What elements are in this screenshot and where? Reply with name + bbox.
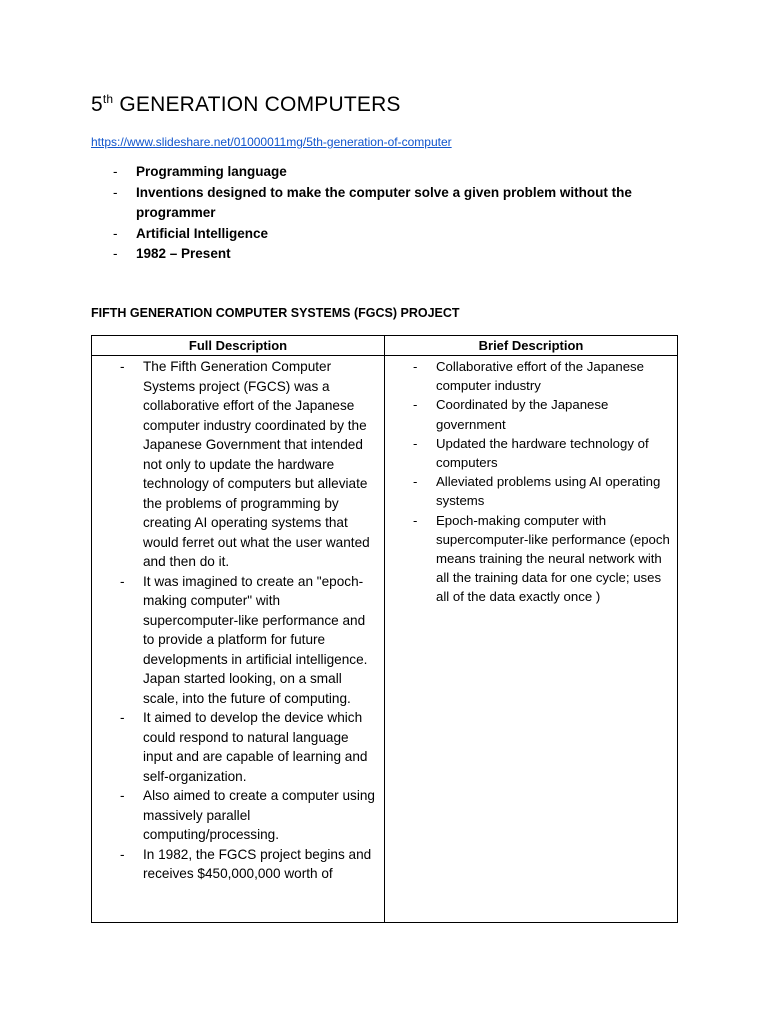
list-item (385, 434, 677, 472)
bullet-dash: - (113, 225, 118, 241)
page-title (91, 93, 401, 117)
list-item (92, 708, 384, 786)
bullet-dash: - (113, 164, 118, 179)
bullet-dash: - (413, 435, 418, 451)
full-description-cell (92, 356, 385, 923)
bullet-dash: - (120, 359, 125, 374)
list-item-text: Epoch-making computer with supercomputer-like performance (epoch means training the neural network with all the training data for one cycle; uses all of the data exactly once ) (436, 512, 670, 605)
bullet-dash: - (120, 710, 125, 725)
summary-item-text: 1982 – Present (136, 246, 231, 261)
brief-description-cell (385, 356, 678, 923)
full-description-list (92, 356, 384, 884)
description-table (91, 335, 678, 923)
list-item-text: Collaborative effort of the Japanese computer industry (436, 359, 644, 394)
list-item (385, 357, 677, 395)
source-link[interactable]: https://www.slideshare.net/01000011mg/5th-generation-of-computer (91, 135, 452, 149)
bullet-dash: - (413, 359, 418, 374)
bullet-dash: - (120, 573, 125, 589)
list-item (92, 357, 384, 572)
list-item-text: Updated the hardware technology of computers (436, 435, 649, 471)
brief-description-list (385, 356, 677, 607)
summary-item (113, 162, 653, 183)
bullet-dash: - (120, 846, 125, 862)
summary-item-text: Artificial Intelligence (136, 225, 269, 241)
title-superscript: th (102, 92, 114, 106)
bullet-dash: - (413, 474, 418, 490)
list-item (92, 572, 384, 709)
brief-description-header: Brief Description (385, 336, 678, 356)
list-item-text: In 1982, the FGCS project begins and receives $450,000,000 worth of (143, 846, 372, 881)
bullet-dash: - (113, 246, 118, 261)
bullet-dash: - (413, 397, 418, 413)
summary-item (113, 244, 653, 265)
summary-item-text: Inventions designed to make the computer solve a given problem without the programmer (136, 184, 632, 220)
list-item (385, 395, 677, 433)
bullet-dash: - (413, 512, 418, 528)
list-item-text: It aimed to develop the device which could respond to natural language input and are capable of learning and self-organization. (143, 710, 368, 784)
title-text: GENERATION COMPUTERS (113, 93, 401, 116)
bullet-dash: - (120, 788, 125, 803)
list-item-text: It was imagined to create an "epoch-making computer" with supercomputer-like performance and to provide a platform for future developments in artificial intelligence. Japan started looking, on a small scale, into the future of computing. (143, 573, 368, 706)
section-heading: FIFTH GENERATION COMPUTER SYSTEMS (FGCS) PROJECT (91, 306, 460, 320)
list-item (92, 786, 384, 845)
list-item-text: Also aimed to create a computer using massively parallel computing/processing. (143, 788, 375, 842)
summary-list (113, 162, 653, 265)
list-item (385, 472, 677, 510)
bullet-dash: - (113, 184, 118, 200)
list-item-text: Coordinated by the Japanese government (436, 397, 609, 432)
list-item (385, 511, 677, 607)
list-item (92, 845, 384, 884)
table-header-row (92, 336, 678, 356)
list-item-text: The Fifth Generation Computer Systems project (FGCS) was a collaborative effort of the Japanese computer industry coordinated by the Japanese Government that intended not only to update the hardware technology of computers but alleviate the problems of programming by creating AI operating systems that would ferret out what the user wanted and then do it. (143, 359, 370, 569)
summary-item (113, 183, 653, 224)
summary-item (113, 224, 653, 245)
title-number: 5 (91, 93, 103, 116)
table-row (92, 356, 678, 923)
full-description-header: Full Description (92, 336, 385, 356)
list-item-text: Alleviated problems using AI operating systems (436, 474, 661, 509)
summary-item-text: Programming language (136, 164, 287, 179)
